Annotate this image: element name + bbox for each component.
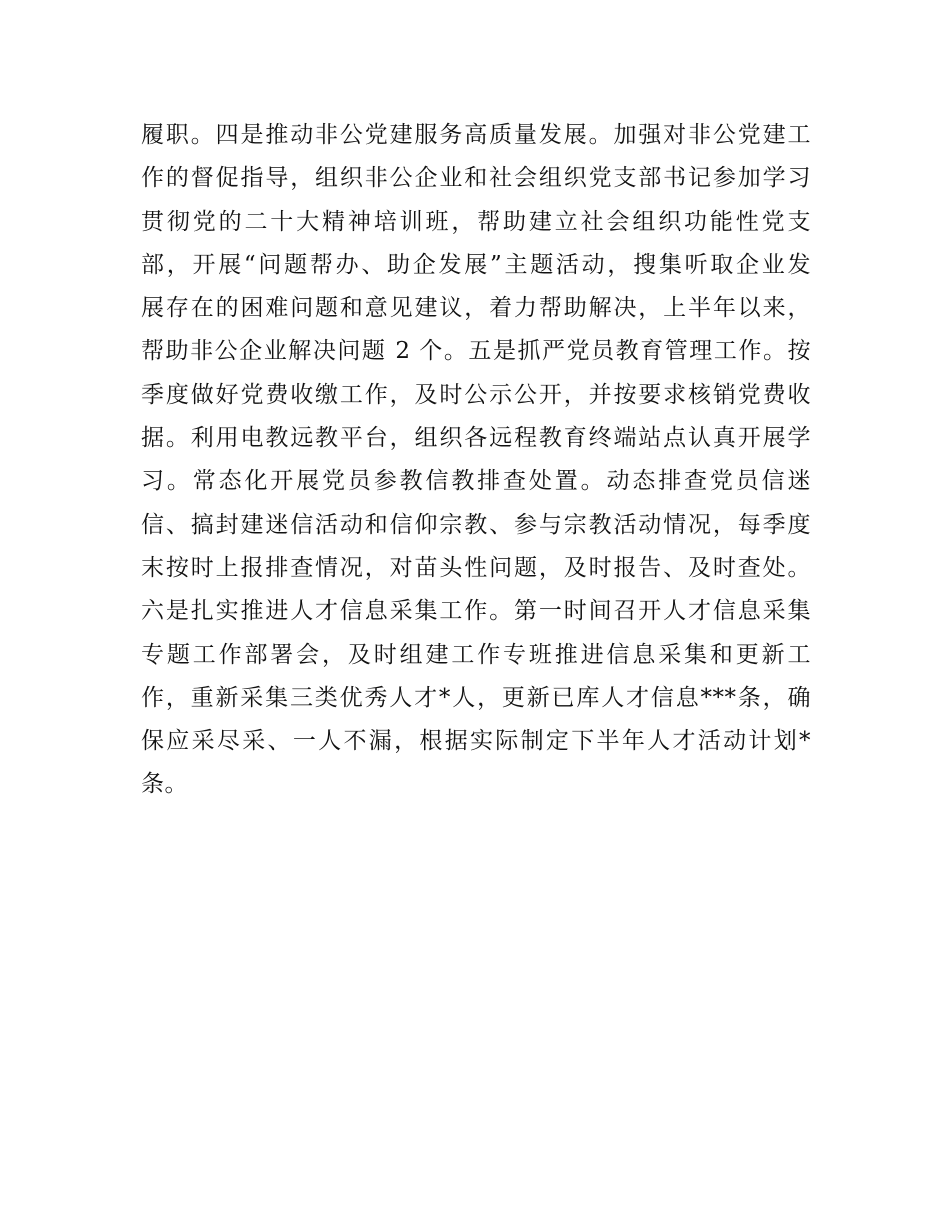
- body-paragraph: [141, 114, 811, 807]
- text-line: 作的督促指导，组织非公企业和社会组织党支部书记参加学习: [141, 165, 811, 192]
- text-line: 末按时上报排查情况，对苗头性问题，及时报告、及时查处。: [141, 554, 811, 581]
- text-line: 帮助非公企业解决问题 2 个。五是抓严党员教育管理工作。按: [141, 338, 811, 365]
- text-line: 条。: [141, 771, 188, 798]
- text-line: 履职。四是推动非公党建服务高质量发展。加强对非公党建工: [141, 122, 811, 148]
- text-line: 作，重新采集三类优秀人才*人，更新已库人才信息***条，确: [141, 684, 811, 711]
- text-line: 六是扎实推进人才信息采集工作。第一时间召开人才信息采集: [141, 598, 811, 625]
- text-line: 季度做好党费收缴工作，及时公示公开，并按要求核销党费收: [141, 381, 811, 408]
- text-line: 部，开展“问题帮办、助企发展”主题活动，搜集听取企业发: [141, 251, 811, 278]
- text-line: 专题工作部署会，及时组建工作专班推进信息采集和更新工: [141, 641, 811, 668]
- text-line: 保应采尽采、一人不漏，根据实际制定下半年人才活动计划*: [141, 728, 811, 755]
- text-line: 习。常态化开展党员参教信教排查处置。动态排查党员信迷: [141, 468, 811, 495]
- text-line: 信、搞封建迷信活动和信仰宗教、参与宗教活动情况，每季度: [141, 511, 811, 538]
- text-line: 贯彻党的二十大精神培训班，帮助建立社会组织功能性党支: [141, 208, 811, 235]
- text-line: 据。利用电教远教平台，组织各远程教育终端站点认真开展学: [141, 425, 811, 452]
- text-line: 展存在的困难问题和意见建议，着力帮助解决，上半年以来，: [141, 295, 811, 322]
